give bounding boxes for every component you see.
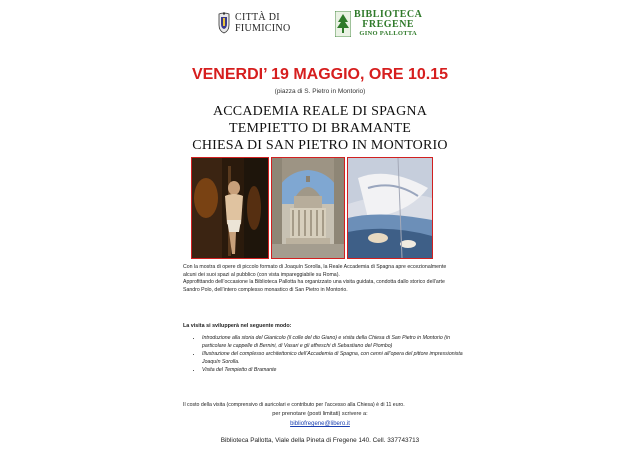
city-name-line2: FIUMICINO <box>235 23 291 34</box>
description-paragraph-2: Approfittando dell’occasione la Biblioteca Pallotta ha organizzato una visita guidata, condotta dallo storico dell’arte Sandro Polo, dell’intero complesso monastico di San Pietro in Montorio. <box>183 279 445 293</box>
library-logo <box>335 10 422 38</box>
city-crest-icon <box>217 12 231 34</box>
cost-info: Il costo della visita (comprensivo di auricolari e contributo per l’accesso alla Chiesa) è di 11 euro. <box>183 402 405 408</box>
event-title-3: CHIESA DI SAN PIETRO IN MONTORIO <box>192 138 448 153</box>
description-paragraph-1: Con la mostra di opere di piccolo formato di Joaquín Sorolla, la Reale Accademia di Spagna apre eccezionalmente alcuni dei suoi spazi al pubblico (con vista impareggiabile su Roma). <box>183 264 447 278</box>
program-list <box>192 335 464 376</box>
library-name-line3: GINO PALLOTTA <box>359 30 417 37</box>
event-date: VENERDI’ 19 MAGGIO, ORE 10.15 <box>191 66 449 83</box>
library-address: Biblioteca Pallotta, Viale della Pineta di Fregene 140. Cell. 337743713 <box>220 437 420 444</box>
sorolla-painting-icon <box>348 158 432 258</box>
program-item-1: • Introduzione alla storia del Gianicolo (il colle del dio Giano) e visita della Chiesa di San Pietro in Montorio (in particolare le cappelle di Bernini, di Vasari e gli affreschi di Sebastiano del Piombo) <box>202 335 464 350</box>
booking-email-link[interactable]: bibliofregene@libero.it <box>290 421 350 427</box>
program-lead: La visita si svilupperà nel seguente modo: <box>183 323 292 329</box>
city-logo <box>217 12 290 34</box>
photo-strip <box>191 157 431 259</box>
program-item-3: • Visita del Tempietto di Bramante <box>202 367 464 375</box>
library-name <box>354 10 422 38</box>
library-tree-icon <box>335 11 351 37</box>
library-name-line1: BIBLIOTECA <box>354 9 423 20</box>
description <box>183 264 453 294</box>
event-place: (piazza di S. Pietro in Montorio) <box>274 88 366 95</box>
event-title-2: TEMPIETTO DI BRAMANTE <box>228 121 412 136</box>
library-name-line2: FREGENE <box>362 19 415 30</box>
photo-tempietto <box>271 157 345 259</box>
painting-martyr-icon <box>192 158 268 258</box>
event-titles <box>0 103 640 154</box>
city-name-line1: CITTÀ DI <box>235 12 280 23</box>
photo-painting-martyr <box>191 157 269 259</box>
tempietto-icon <box>272 158 344 258</box>
photo-sorolla-painting <box>347 157 433 259</box>
city-name <box>235 12 290 34</box>
program-item-2: • Illustrazione del complesso architettonico dell’Accademia di Spagna, con cenni all’opera del pittore impressionista Joaquín Sorolla. <box>202 351 464 366</box>
booking-info: per prenotare (posti limitati) scrivere a: <box>272 411 368 417</box>
event-title-1: ACCADEMIA REALE DI SPAGNA <box>212 104 428 119</box>
